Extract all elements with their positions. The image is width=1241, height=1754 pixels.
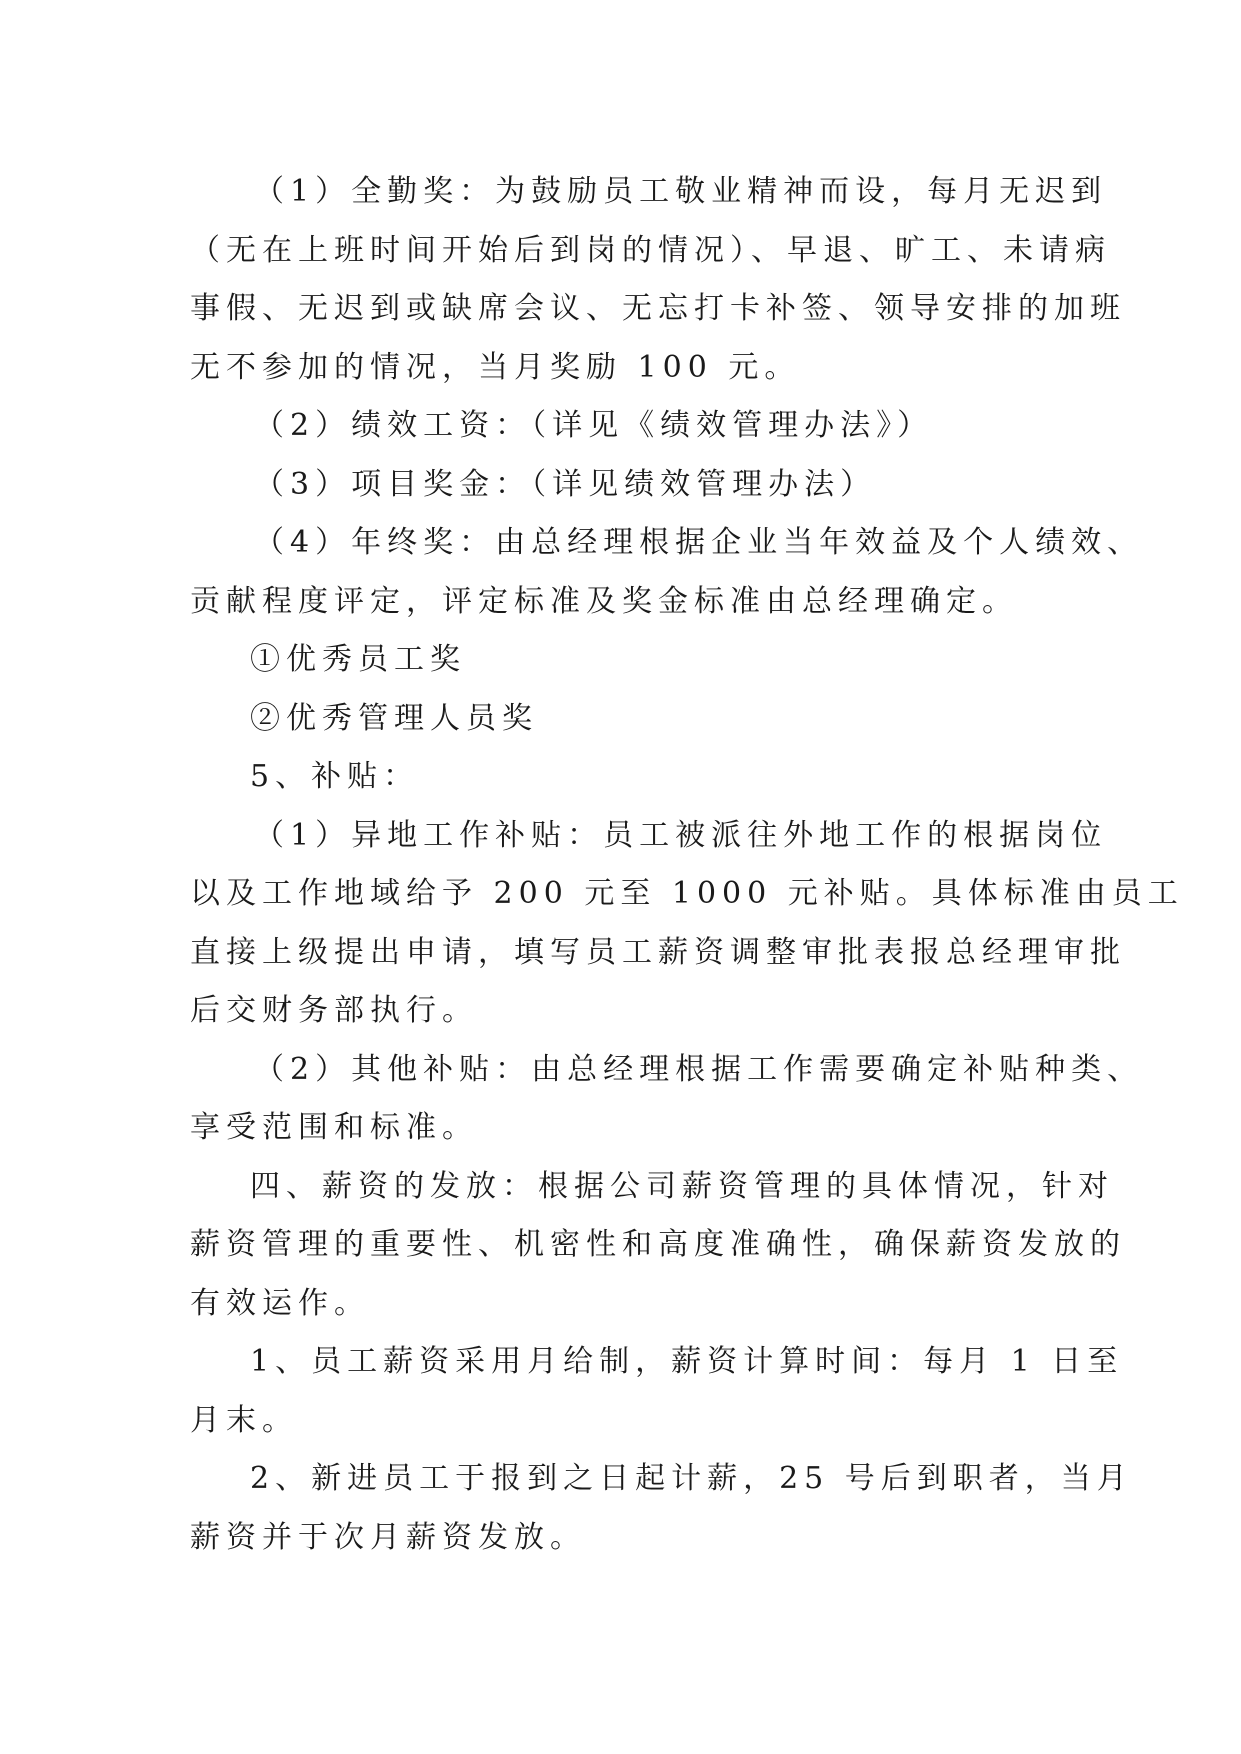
- paragraph-line: （无在上班时间开始后到岗的情况）、早退、旷工、未请病: [190, 232, 1111, 268]
- paragraph-line: 四、薪资的发放：根据公司薪资管理的具体情况，针对: [250, 1168, 1114, 1204]
- paragraph-line: 薪资并于次月薪资发放。: [190, 1519, 586, 1555]
- paragraph-line: 以及工作地域给予 200 元至 1000 元补贴。具体标准由员工: [190, 876, 1184, 911]
- list-item: ②优秀管理人员奖: [250, 700, 538, 736]
- paragraph-line: 享受范围和标准。: [190, 1110, 478, 1145]
- paragraph-line: 无不参加的情况，当月奖励 100 元。: [190, 349, 801, 385]
- paragraph-line: （3）项目奖金：（详见绩效管理办法）: [254, 466, 877, 502]
- paragraph-line: 月末。: [190, 1402, 298, 1438]
- paragraph-line: 有效运作。: [190, 1285, 370, 1321]
- section-heading: 5、补贴：: [250, 759, 420, 794]
- paragraph-line: 薪资管理的重要性、机密性和高度准确性，确保薪资发放的: [190, 1227, 1126, 1262]
- paragraph-line: （1）全勤奖：为鼓励员工敬业精神而设，每月无迟到: [254, 174, 1108, 209]
- list-item: ①优秀员工奖: [250, 642, 466, 677]
- document-body: [190, 163, 1184, 1567]
- paragraph-line: 事假、无迟到或缺席会议、无忘打卡补签、领导安排的加班: [190, 291, 1126, 326]
- paragraph-line: （2）其他补贴：由总经理根据工作需要确定补贴种类、: [254, 1051, 1144, 1087]
- paragraph-line: 2、新进员工于报到之日起计薪，25 号后到职者，当月: [250, 1461, 1133, 1496]
- paragraph-line: 贡献程度评定，评定标准及奖金标准由总经理确定。: [190, 583, 1018, 619]
- paragraph-line: （2）绩效工资：（详见《绩效管理办法》）: [254, 408, 934, 443]
- paragraph-line: 1、员工薪资采用月给制，薪资计算时间：每月 1 日至: [250, 1344, 1124, 1379]
- paragraph-line: （1）异地工作补贴：员工被派往外地工作的根据岗位: [254, 817, 1108, 853]
- paragraph-line: （4）年终奖：由总经理根据企业当年效益及个人绩效、: [254, 525, 1144, 560]
- paragraph-line: 直接上级提出申请，填写员工薪资调整审批表报总经理审批: [190, 934, 1126, 970]
- paragraph-line: 后交财务部执行。: [190, 993, 478, 1028]
